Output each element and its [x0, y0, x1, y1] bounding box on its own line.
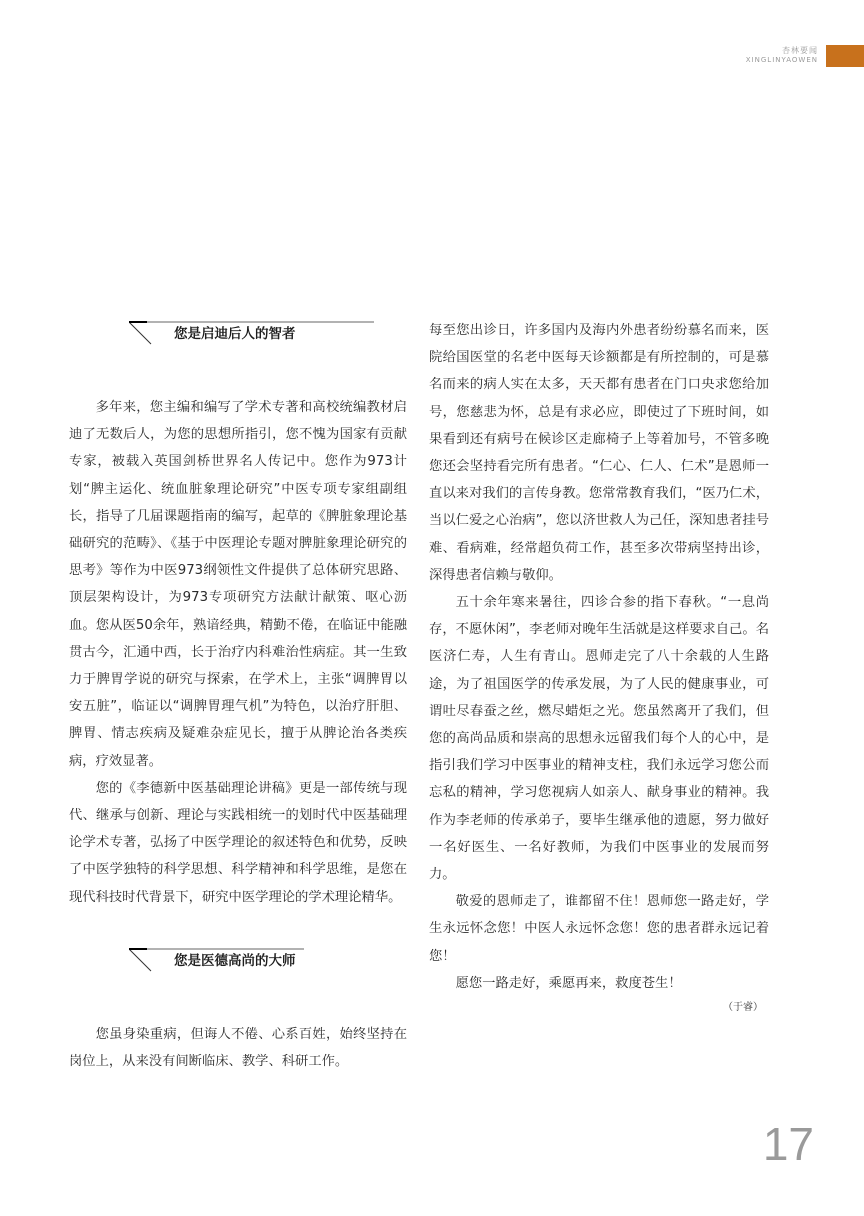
- section-heading-1: [69, 320, 407, 350]
- paragraph: 多年来，您主编和编写了学术专著和高校统编教材启迪了无数后人，为您的思想所指引，您不愧为国家有贡献专家，被载入英国剑桥世界名人传记中。您作为973计划“脾主运化、统血脏象理论研究”中医专项专家组副组长，指导了几届课题指南的编写，起草的《脾脏象理论基础研究的范畴》、《基于中医理论专题对脾脏象理论研究的思考》等作为中医973纲领性文件提供了总体研究思路、顶层架构设计，为973专项研究方法献计献策、呕心沥血。您从医50余年，熟谙经典，精勤不倦，在临证中能融贯古今，汇通中西，长于治疗内科难治性病症。其一生致力于脾胃学说的研究与探索，在学术上，主张“调脾胃以安五脏”，临证以“调脾胃理气机”为特色，以治疗肝胆、脾胃、情志疾病及疑难杂症见长，擅于从脾论治各类疾病，疗效显著。: [69, 400, 407, 769]
- section-heading-text: 您是启迪后人的智者: [174, 326, 296, 342]
- author-signature: （于睿）: [723, 1002, 763, 1014]
- right-column: [429, 317, 769, 1015]
- paragraph: 五十余年寒来暑往，四诊合参的指下春秋。“一息尚存，不愿休闲”，李老师对晚年生活就是这样要求自己。名医济仁寿，人生有青山。恩师走完了八十余载的人生路途，为了祖国医学的传承发展，为了人民的健康事业，可谓吐尽春蚕之丝，燃尽蜡炬之光。您虽然离开了我们，但您的高尚品质和崇高的思想永远留我们每个人的心中，是指引我们学习中医事业的精神支柱，我们永远学习您公而忘私的精神，学习您视病人如亲人、献身事业的精神。我作为李老师的传承弟子，要毕生继承他的遗愿，努力做好一名好医生、一名好教师，为我们中医事业的发展而努力。: [429, 595, 769, 883]
- page-number: 17: [762, 1118, 814, 1170]
- paragraph: 每至您出诊日，许多国内及海内外患者纷纷慕名而来，医院给国医堂的名老中医每天诊额都是有所控制的，可是慕名而来的病人实在太多，天天都有患者在门口央求您给加号，您慈悲为怀，总是有求必应，即使过了下班时间，如果看到还有病号在候诊区走廊椅子上等着加号，不管多晚您还会坚持看完所有患者。“仁心、仁人、仁术”是恩师一直以来对我们的言传身教。您常常教育我们，“医乃仁术，当以仁爱之心治病”，您以济世救人为己任，深知患者挂号难、看病难，经常超负荷工作，甚至多次带病坚持出诊，深得患者信赖与敬仰。: [429, 323, 769, 583]
- paragraph: 愿您一路走好，乘愿再来，救度苍生！: [455, 975, 682, 991]
- header-accent-bar: [826, 45, 864, 67]
- magazine-section-title: 杏林要闻: [782, 46, 818, 55]
- section-heading-text: 您是医德高尚的大师: [174, 952, 296, 969]
- paragraph: 敬爱的恩师走了，谁都留不住！恩师您一路走好，学生永远怀念您！中医人永远怀念您！您的患者群永远记着您！: [429, 894, 769, 964]
- paragraph: 您的《李德新中医基础理论讲稿》更是一部传统与现代、继承与创新、理论与实践相统一的划时代中医基础理论学术专著，弘扬了中医学理论的叙述特色和优势，反映了中医学独特的科学思想、科学精神和科学思维，是您在现代科技时代背景下，研究中医学理论的学术理论精华。: [69, 780, 407, 905]
- paragraph: 您虽身染重病，但诲人不倦、心系百姓，始终坚持在岗位上，从来没有间断临床、教学、科研工作。: [69, 1026, 407, 1070]
- section-heading-2: [69, 947, 407, 977]
- magazine-section-title-en: XINGLINYAOWEN: [745, 56, 818, 64]
- left-column: [69, 320, 407, 1075]
